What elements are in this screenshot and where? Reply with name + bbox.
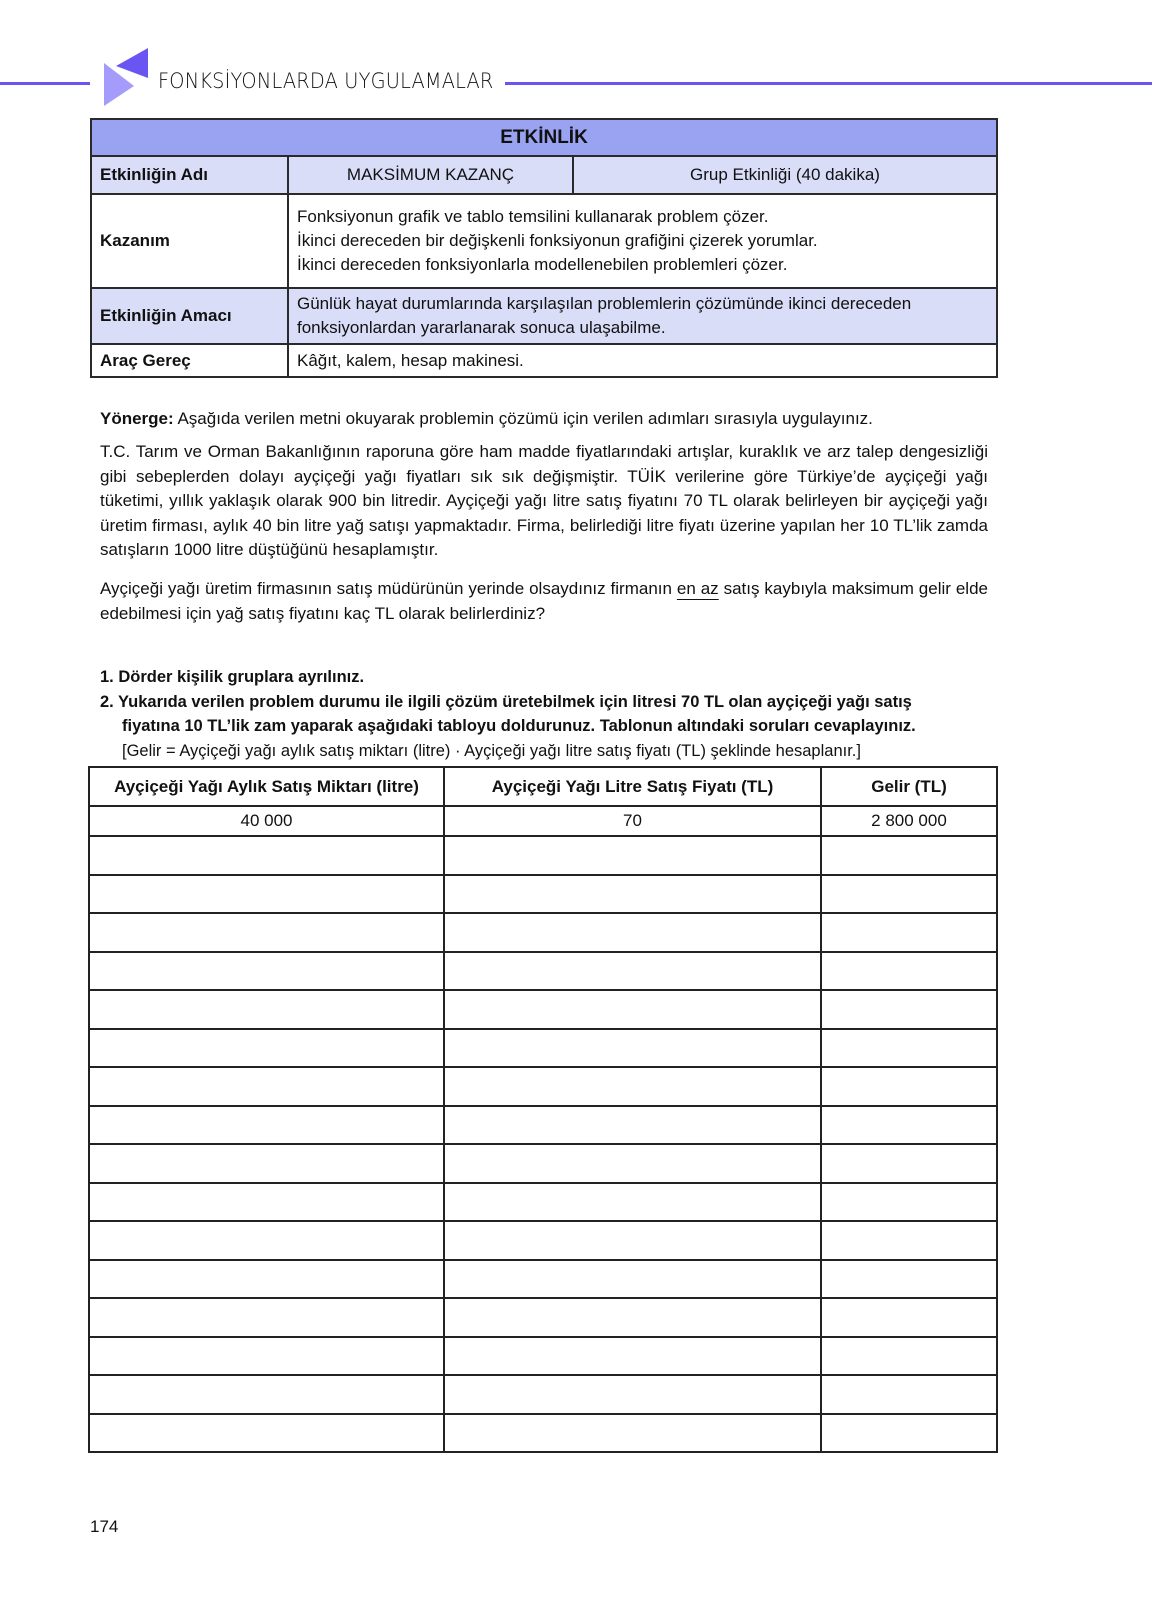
cell-price[interactable]	[444, 1067, 821, 1106]
table-row-empty[interactable]	[89, 1337, 997, 1376]
instruction	[100, 407, 988, 432]
cell-price[interactable]	[444, 1375, 821, 1414]
table-row-empty[interactable]	[89, 990, 997, 1029]
revenue-table	[88, 766, 998, 1453]
table-row-empty[interactable]	[89, 875, 997, 914]
cell-price[interactable]	[444, 990, 821, 1029]
cell-price[interactable]	[444, 1029, 821, 1068]
table-row-empty[interactable]	[89, 1144, 997, 1183]
cell-price[interactable]	[444, 1106, 821, 1145]
table-row-empty[interactable]	[89, 1298, 997, 1337]
materials-label: Araç Gereç	[91, 344, 288, 377]
instruction-text: Aşağıda verilen metni okuyarak problemin çözümü için verilen adımları sırasıyla uygulayınız.	[173, 409, 873, 428]
step-1: 1. Dörder kişilik gruplara ayrılınız.	[100, 668, 365, 686]
activity-table	[90, 118, 998, 378]
cell-price[interactable]	[444, 913, 821, 952]
step-2-line-2: fiyatına 10 TL’lik zam yaparak aşağıdaki tabloyu doldurunuz. Tablonun altındaki soruları cevaplayınız.	[122, 717, 916, 735]
outcome-item: Fonksiyonun grafik ve tablo temsilini kullanarak problem çözer.	[297, 207, 769, 226]
cell-quantity: 40 000	[89, 806, 444, 836]
cell-revenue[interactable]	[821, 1144, 997, 1183]
revenue-formula: [Gelir = Ayçiçeği yağı aylık satış miktarı (litre) · Ayçiçeği yağı litre satış fiyatı (TL) şeklinde hesaplanır.]	[122, 741, 861, 760]
cell-revenue[interactable]	[821, 1414, 997, 1453]
outcome-label: Kazanım	[91, 194, 288, 288]
col-header-revenue: Gelir (TL)	[821, 767, 997, 806]
cell-quantity[interactable]	[89, 952, 444, 991]
cell-quantity[interactable]	[89, 1221, 444, 1260]
col-header-price: Ayçiçeği Yağı Litre Satış Fiyatı (TL)	[444, 767, 821, 806]
page-header	[0, 22, 1152, 93]
cell-quantity[interactable]	[89, 1260, 444, 1299]
table-row-empty[interactable]	[89, 1221, 997, 1260]
header-rule-right	[505, 82, 1152, 85]
cell-revenue: 2 800 000	[821, 806, 997, 836]
cell-quantity[interactable]	[89, 1298, 444, 1337]
table-row-empty[interactable]	[89, 1183, 997, 1222]
chapter-title: FONKSİYONLARDA UYGULAMALAR	[158, 69, 494, 93]
cell-price[interactable]	[444, 836, 821, 875]
cell-quantity[interactable]	[89, 875, 444, 914]
table-row-empty[interactable]	[89, 1029, 997, 1068]
cell-price[interactable]	[444, 952, 821, 991]
outcome-item: İkinci dereceden bir değişkenli fonksiyonun grafiğini çizerek yorumlar.	[297, 231, 818, 250]
table-row-empty[interactable]	[89, 1375, 997, 1414]
purpose-label: Etkinliğin Amacı	[91, 288, 288, 344]
steps-list	[100, 665, 1000, 763]
outcome-item: İkinci dereceden fonksiyonlarla modellenebilen problemleri çözer.	[297, 255, 788, 274]
problem-paragraph: T.C. Tarım ve Orman Bakanlığının raporuna göre ham madde fiyatlarındaki artışlar, kuraklık ve arz talep dengesizliği gibi sebeplerden dolayı ayçiçeği yağı fiyatları sık sık değişmiştir. TÜİK verilerine göre Türkiye’de ayçiçeği yağı tüketimi, yıllık yaklaşık olarak 900 bin litredir. Ayçiçeği yağı litre satış fiyatını 70 TL olarak belirleyen bir ayçiçeği yağı üretim firması, aylık 40 bin litre yağ satışı yapmaktadır. Firma, belirlediği litre fiyatı üzerine yapılan her 10 TL’lik zamda satışların 1000 litre düştüğünü hesaplamıştır.	[100, 442, 988, 559]
instruction-label: Yönerge:	[100, 409, 174, 428]
cell-revenue[interactable]	[821, 952, 997, 991]
cell-quantity[interactable]	[89, 836, 444, 875]
cell-price[interactable]	[444, 1183, 821, 1222]
cell-revenue[interactable]	[821, 875, 997, 914]
table-row-empty[interactable]	[89, 913, 997, 952]
table-row-empty[interactable]	[89, 1260, 997, 1299]
cell-revenue[interactable]	[821, 836, 997, 875]
purpose-value: Günlük hayat durumlarında karşılaşılan problemlerin çözümünde ikinci dereceden fonksiyonlardan yararlanarak sonuca ulaşabilme.	[288, 288, 997, 344]
cell-revenue[interactable]	[821, 1375, 997, 1414]
cell-price: 70	[444, 806, 821, 836]
cell-revenue[interactable]	[821, 913, 997, 952]
cell-revenue[interactable]	[821, 1029, 997, 1068]
cell-quantity[interactable]	[89, 1106, 444, 1145]
step-2-line-1: 2. Yukarıda verilen problem durumu ile ilgili çözüm üretebilmek için litresi 70 TL olan ayçiçeği yağı satış	[100, 692, 912, 711]
cell-revenue[interactable]	[821, 1067, 997, 1106]
table-row-empty[interactable]	[89, 1106, 997, 1145]
activity-heading: ETKİNLİK	[91, 119, 997, 156]
activity-name-value: MAKSİMUM KAZANÇ	[288, 156, 573, 194]
cell-quantity[interactable]	[89, 1414, 444, 1453]
cell-quantity[interactable]	[89, 913, 444, 952]
double-triangle-icon	[104, 48, 156, 106]
cell-quantity[interactable]	[89, 1067, 444, 1106]
question-text-end: satış kaybıyla maksimum gelir elde edebilmesi için yağ satış fiyatını kaç TL olarak belirlerdiniz?	[100, 579, 988, 623]
cell-price[interactable]	[444, 1298, 821, 1337]
header-rule-left	[0, 82, 90, 85]
cell-quantity[interactable]	[89, 1029, 444, 1068]
table-row-empty[interactable]	[89, 1414, 997, 1453]
table-row-empty[interactable]	[89, 952, 997, 991]
activity-type-value: Grup Etkinliği (40 dakika)	[573, 156, 997, 194]
cell-price[interactable]	[444, 875, 821, 914]
activity-name-label: Etkinliğin Adı	[91, 156, 288, 194]
cell-revenue[interactable]	[821, 1106, 997, 1145]
cell-price[interactable]	[444, 1144, 821, 1183]
question-emphasis: en az	[676, 579, 719, 598]
cell-quantity[interactable]	[89, 990, 444, 1029]
cell-revenue[interactable]	[821, 1337, 997, 1376]
cell-quantity[interactable]	[89, 1375, 444, 1414]
cell-revenue[interactable]	[821, 1221, 997, 1260]
cell-price[interactable]	[444, 1337, 821, 1376]
cell-revenue[interactable]	[821, 1183, 997, 1222]
col-header-quantity: Ayçiçeği Yağı Aylık Satış Miktarı (litre)	[89, 767, 444, 806]
table-row-empty[interactable]	[89, 836, 997, 875]
cell-revenue[interactable]	[821, 990, 997, 1029]
page-number: 174	[90, 1517, 119, 1536]
cell-quantity[interactable]	[89, 1337, 444, 1376]
outcome-list	[288, 194, 997, 288]
cell-price[interactable]	[444, 1221, 821, 1260]
materials-value: Kâğıt, kalem, hesap makinesi.	[288, 344, 997, 377]
cell-revenue[interactable]	[821, 1298, 997, 1337]
table-row-empty[interactable]	[89, 1067, 997, 1106]
cell-quantity[interactable]	[89, 1144, 444, 1183]
question-text-start: Ayçiçeği yağı üretim firmasının satış müdürünün yerinde olsaydınız firmanın	[100, 579, 677, 598]
problem-question	[100, 577, 988, 626]
table-row	[89, 806, 997, 836]
cell-price[interactable]	[444, 1260, 821, 1299]
cell-price[interactable]	[444, 1414, 821, 1453]
cell-quantity[interactable]	[89, 1183, 444, 1222]
cell-revenue[interactable]	[821, 1260, 997, 1299]
